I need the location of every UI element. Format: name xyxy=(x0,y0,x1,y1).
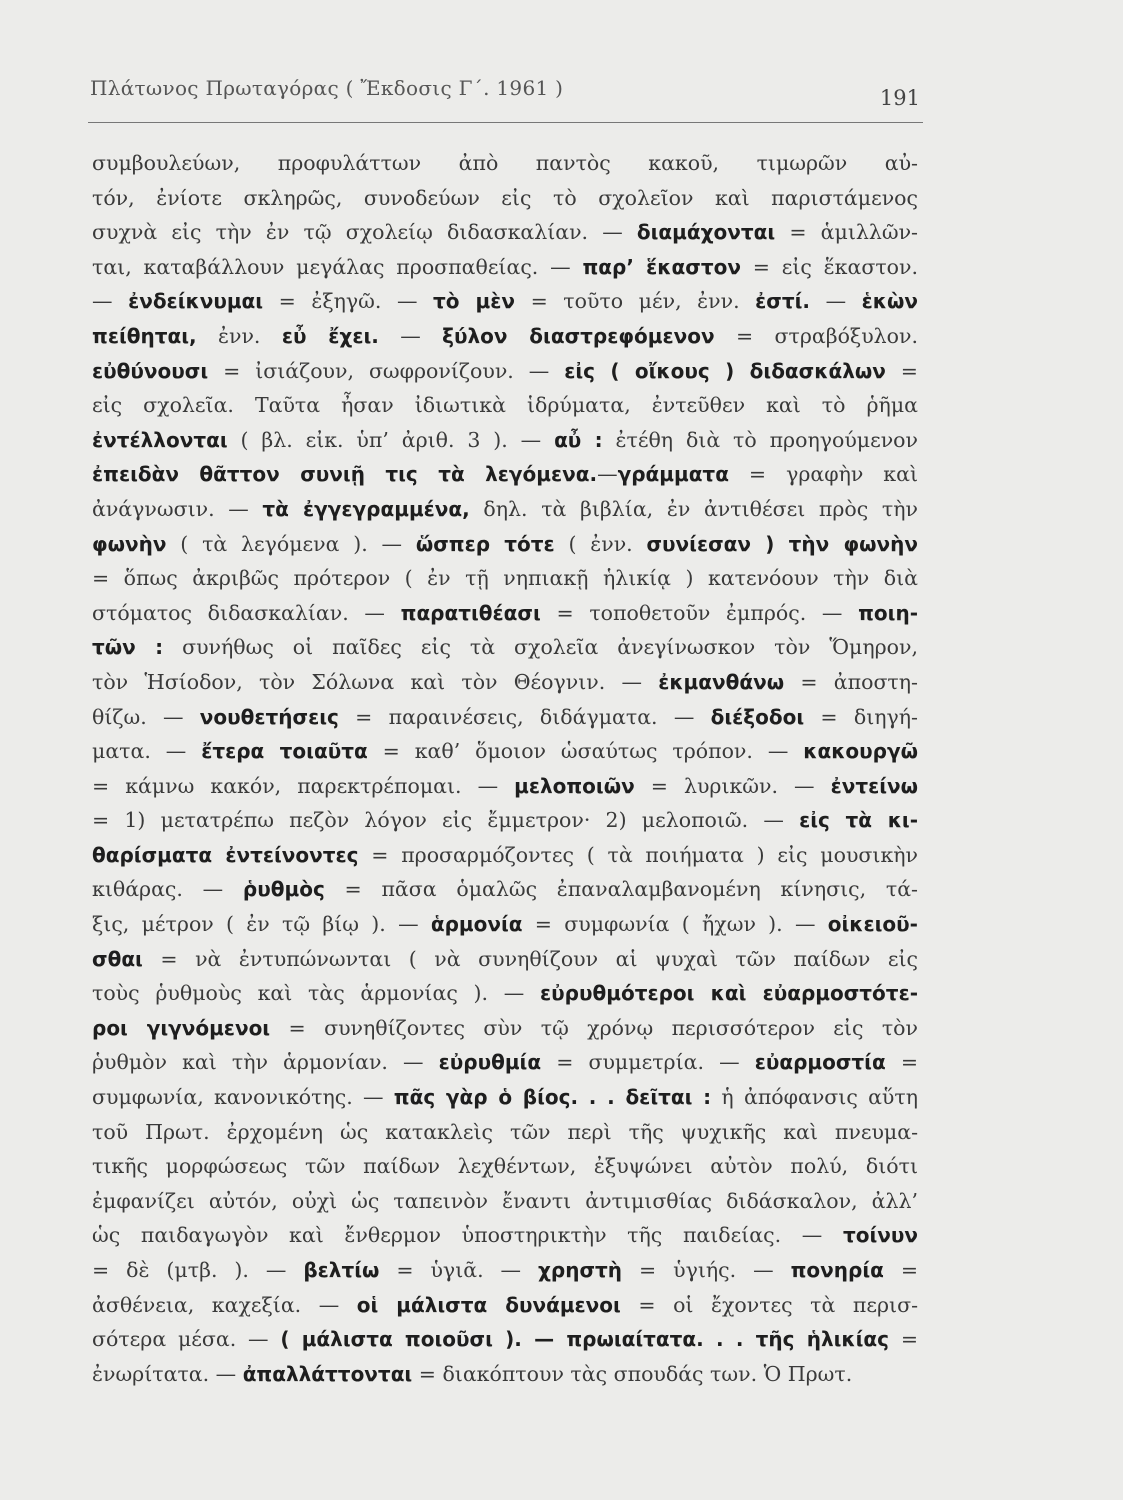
bold-term: νουθετήσεις xyxy=(199,704,339,729)
text-run: = διακόπτουν τὰς σπουδάς των. Ὁ Πρωτ. xyxy=(412,1361,853,1386)
text-run: ὡς παιδαγωγὸν καὶ ἔνθερμον ὑποστηρικτὴν τῆς παιδείας. — xyxy=(92,1223,843,1248)
bold-term: γράμματα xyxy=(617,462,729,487)
text-run: = προσαρμόζοντες ( τὰ ποιήματα ) εἰς μουσικὴν xyxy=(358,842,918,867)
bold-term: εὐρυθμότεροι καὶ εὐαρμοστότε- xyxy=(540,981,918,1006)
text-run: = κάμνω κακόν, παρεκτρέπομαι. — xyxy=(92,773,515,798)
text-line xyxy=(92,354,918,389)
text-line xyxy=(92,872,918,907)
bold-term: ξύλον διαστρεφόμενον xyxy=(442,323,715,348)
text-line xyxy=(92,1288,918,1323)
text-run: ἀσθένεια, καχεξία. — xyxy=(92,1292,357,1317)
text-run: = xyxy=(889,1327,918,1352)
text-run: στόματος διδασκαλίαν. — xyxy=(92,600,401,625)
bold-term: ποιη- xyxy=(858,600,918,625)
text-run: τὸν Ἡσίοδον, τὸν Σόλωνα καὶ τὸν Θέογνιν. — xyxy=(92,669,659,694)
bold-term: συνίεσαν ) τὴν φωνὴν xyxy=(646,531,918,556)
text-run: δηλ. τὰ βιβλία, ἐν ἀντιθέσει πρὸς τὴν xyxy=(469,496,918,521)
bold-term: εἰς τὰ κι- xyxy=(799,808,918,833)
text-line xyxy=(92,1011,918,1046)
bold-term: οἱ μάλιστα δυνάμενοι xyxy=(356,1292,621,1317)
bold-term: αὖ : xyxy=(554,427,603,452)
text-run: θίζω. — xyxy=(92,704,200,729)
text-run: ματα. — xyxy=(92,739,202,764)
bold-term: πονηρία xyxy=(790,1258,884,1282)
bold-term: ὥσπερ τότε xyxy=(415,531,555,556)
text-run: ( τὰ λεγόμενα ). — xyxy=(166,531,416,556)
text-run: εἰς σχολεῖα. Ταῦτα ἦσαν ἰδιωτικὰ ἱδρύματα, ἐντεῦθεν καὶ τὸ ῥῆμα xyxy=(92,393,918,418)
text-line xyxy=(92,423,918,458)
text-line xyxy=(92,215,918,250)
text-run: ἀνάγνωσιν. — xyxy=(92,496,263,521)
text-line xyxy=(92,907,918,942)
text-line xyxy=(92,492,918,527)
bold-term: τὰ ἐγγεγραμμένα, xyxy=(262,496,470,521)
text-run: ἐμφανίζει αὐτόν, οὐχὶ ὡς ταπεινὸν ἔναντι ἀντιμισθίας διδάσκαλον, ἀλλ’ xyxy=(92,1188,918,1213)
text-line xyxy=(92,1149,918,1184)
text-run: = xyxy=(885,358,918,383)
text-run: — xyxy=(378,323,443,348)
text-run: = νὰ ἐντυπώνωνται ( νὰ συνηθίζουν αἱ ψυχαὶ τῶν παίδων εἰς xyxy=(142,946,918,971)
bold-term: φωνὴν xyxy=(92,531,167,556)
text-line xyxy=(92,630,918,665)
bold-term: ροι γιγνόμενοι xyxy=(92,1015,271,1040)
text-run: = διηγή- xyxy=(804,704,918,729)
bold-term: τῶν : xyxy=(92,635,164,660)
text-run: τικῆς μορφώσεως τῶν παίδων λεχθέντων, ἐξυψώνει αὐτὸν πολύ, διότι xyxy=(92,1154,918,1179)
text-run: συμβουλεύων, προφυλάττων ἀπὸ παντὸς κακοῦ, τιμωρῶν αὐ- xyxy=(92,151,918,175)
bold-term: διαμάχονται xyxy=(636,220,776,245)
text-run: = στραβόξυλον. xyxy=(714,323,918,348)
text-run: = συμφωνία ( ἤχων ). — xyxy=(522,912,828,937)
text-run: = πᾶσα ὁμαλῶς ἐπαναλαμβανομένη κίνησις, τά- xyxy=(324,877,918,902)
running-header xyxy=(90,76,920,116)
text-run: τόν, ἐνίοτε σκληρῶς, συνοδεύων εἰς τὸ σχολεῖον καὶ παριστάμενος xyxy=(92,185,918,210)
bold-term: εὐθύνουσι xyxy=(92,358,209,383)
bold-term: εἰς ( οἴκους ) διδασκάλων xyxy=(564,358,886,383)
bold-term: ἔτερα τοιαῦτα xyxy=(201,739,368,764)
text-line xyxy=(92,1115,918,1150)
bold-term: ἐκμανθάνω xyxy=(658,669,785,694)
header-rule xyxy=(88,122,923,123)
text-run: = γραφὴν καὶ xyxy=(728,462,918,487)
text-line xyxy=(92,1357,918,1392)
text-run: ( ἐνν. xyxy=(554,531,647,556)
text-run: = ἐξηγῶ. — xyxy=(263,289,434,314)
text-run: ῥυθμὸν καὶ τὴν ἁρμονίαν. — xyxy=(92,1050,439,1075)
text-run: συμφωνία, κανονικότης. — xyxy=(92,1085,394,1110)
page-number: 191 xyxy=(879,86,920,110)
text-line xyxy=(92,734,918,769)
text-line xyxy=(92,942,918,977)
text-line xyxy=(92,596,918,631)
text-line xyxy=(92,181,918,216)
bold-term: οἰκειοῦ- xyxy=(827,912,918,937)
text-run: = λυρικῶν. — xyxy=(634,773,831,798)
bold-term: ἑκὼν xyxy=(861,289,918,314)
text-line xyxy=(92,319,918,354)
text-line xyxy=(92,838,918,873)
text-run: = δὲ (μτβ. ). — xyxy=(92,1258,304,1282)
text-run: = xyxy=(885,1050,918,1075)
text-line xyxy=(92,665,918,700)
text-run: = οἱ ἔχοντες τὰ περισ- xyxy=(620,1292,918,1317)
text-run: τοὺς ῥυθμοὺς καὶ τὰς ἁρμονίας ). — xyxy=(92,981,541,1006)
text-run: ἐτέθη διὰ τὸ προηγούμενον xyxy=(602,427,918,452)
text-line xyxy=(92,284,918,319)
bold-term: εὐαρμοστία xyxy=(754,1050,886,1075)
text-run: = xyxy=(883,1258,918,1282)
text-run: — xyxy=(810,289,862,314)
text-run: ται, καταβάλλουν μεγάλας προσπαθείας. — xyxy=(92,254,583,279)
bold-term: ἐντείνω xyxy=(830,773,918,798)
bold-term: ἐντέλλονται xyxy=(92,427,228,452)
text-run: = ἀποστη- xyxy=(784,669,918,694)
bold-term: πᾶς γὰρ ὁ βίος. . . δεῖται : xyxy=(393,1085,712,1110)
text-run: = 1) μετατρέπω πεζὸν λόγον εἰς ἔμμετρον· 2) μελοποιῶ. — xyxy=(92,808,800,833)
bold-term: ἐπειδὰν θᾶττον συνιῇ τις τὰ λεγόμενα. xyxy=(92,462,598,487)
bold-term: παρατιθέασι xyxy=(400,600,541,625)
text-run: = ὑγιής. — xyxy=(622,1258,791,1282)
text-run: = καθ’ ὅμοιον ὡσαύτως τρόπον. — xyxy=(367,739,804,764)
text-line xyxy=(92,1218,918,1253)
bold-term: ἐστί. xyxy=(755,289,811,314)
text-run: = συμμετρία. — xyxy=(541,1050,755,1075)
text-line xyxy=(92,388,918,423)
bold-term: εὖ ἔχει. xyxy=(281,323,379,348)
bold-term: ἀπαλλάττονται xyxy=(242,1361,413,1386)
bold-term: ῥυθμὸς xyxy=(242,877,325,902)
bold-term: παρ’ ἕκαστον xyxy=(582,254,741,279)
bold-term: βελτίω xyxy=(303,1258,380,1282)
text-line xyxy=(92,1184,918,1219)
text-run: — xyxy=(597,462,618,487)
text-line xyxy=(92,769,918,804)
bold-term: τὸ μὲν xyxy=(433,289,516,314)
text-line xyxy=(92,561,918,596)
text-run: ( βλ. εἰκ. ὑπ’ ἀριθ. 3 ). — xyxy=(227,427,555,452)
text-line xyxy=(92,700,918,735)
bold-term: χρηστὴ xyxy=(538,1258,623,1282)
text-line xyxy=(92,976,918,1011)
text-line xyxy=(92,803,918,838)
bold-term: μελοποιῶν xyxy=(514,773,635,798)
bold-term: θαρίσματα ἐντείνοντες xyxy=(92,842,359,867)
text-run: σότερα μέσα. — xyxy=(92,1327,281,1352)
text-line xyxy=(92,1080,918,1115)
text-run: ἐνν. xyxy=(196,323,282,348)
text-run: = τοποθετοῦν ἐμπρός. — xyxy=(540,600,859,625)
text-run: = ἁμιλλῶν- xyxy=(775,220,918,245)
text-run: ἐνωρίτατα. — xyxy=(92,1361,243,1386)
text-line xyxy=(92,1253,918,1288)
text-run: ξις, μέτρον ( ἐν τῷ βίῳ ). — xyxy=(92,912,431,937)
text-run: = παραινέσεις, διδάγματα. — xyxy=(338,704,711,729)
bold-term: εὐρυθμία xyxy=(438,1050,542,1075)
text-run: τοῦ Πρωτ. ἐρχομένη ὡς κατακλεὶς τῶν περὶ τῆς ψυχικῆς καὶ πνευμα- xyxy=(92,1119,918,1144)
bold-term: ἁρμονία xyxy=(430,912,523,937)
text-run: = συνηθίζοντες σὺν τῷ χρόνῳ περισσότερον εἰς τὸν xyxy=(270,1015,918,1040)
text-run: = ὑγιᾶ. — xyxy=(379,1258,538,1282)
bold-term: ( μάλιστα ποιοῦσι ). — πρωιαίτατα. . . τῆς ἡλικίας xyxy=(280,1327,890,1352)
text-run: = τοῦτο μέν, ἐνν. xyxy=(515,289,756,314)
text-run: = ὅπως ἀκριβῶς πρότερον ( ἐν τῇ νηπιακῇ ἡλικίᾳ ) κατενόουν τὴν διὰ xyxy=(92,566,918,591)
text-run: κιθάρας. — xyxy=(92,877,243,902)
bold-term: πείθηται, xyxy=(92,323,197,348)
commentary-text xyxy=(92,146,918,1391)
text-line xyxy=(92,457,918,492)
text-run: = ἰσιάζουν, σωφρονίζουν. — xyxy=(208,358,565,383)
text-run: συνήθως οἱ παῖδες εἰς τὰ σχολεῖα ἀνεγίνωσκον τὸν Ὅμηρον, xyxy=(163,635,918,660)
text-line xyxy=(92,250,918,285)
bold-term: κακουργῶ xyxy=(803,739,918,764)
bold-term: σθαι xyxy=(92,946,143,971)
text-line xyxy=(92,1322,918,1357)
text-run: ἡ ἀπόφανσις αὕτη xyxy=(711,1085,918,1110)
text-line xyxy=(92,1045,918,1080)
bold-term: τοίνυν xyxy=(842,1223,918,1248)
bold-term: ἐνδείκνυμαι xyxy=(128,289,264,314)
bold-term: διέξοδοι xyxy=(710,704,805,729)
text-run: — xyxy=(92,289,129,314)
text-run: συχνὰ εἰς τὴν ἐν τῷ σχολείῳ διδασκαλίαν. — xyxy=(92,220,637,245)
text-line xyxy=(92,527,918,562)
header-title: Πλάτωνος Πρωταγόρας ( Ἔκδοσις Γ΄. 1961 ) xyxy=(90,76,564,100)
text-line xyxy=(92,146,918,181)
text-run: = εἰς ἕκαστον. xyxy=(740,254,918,279)
